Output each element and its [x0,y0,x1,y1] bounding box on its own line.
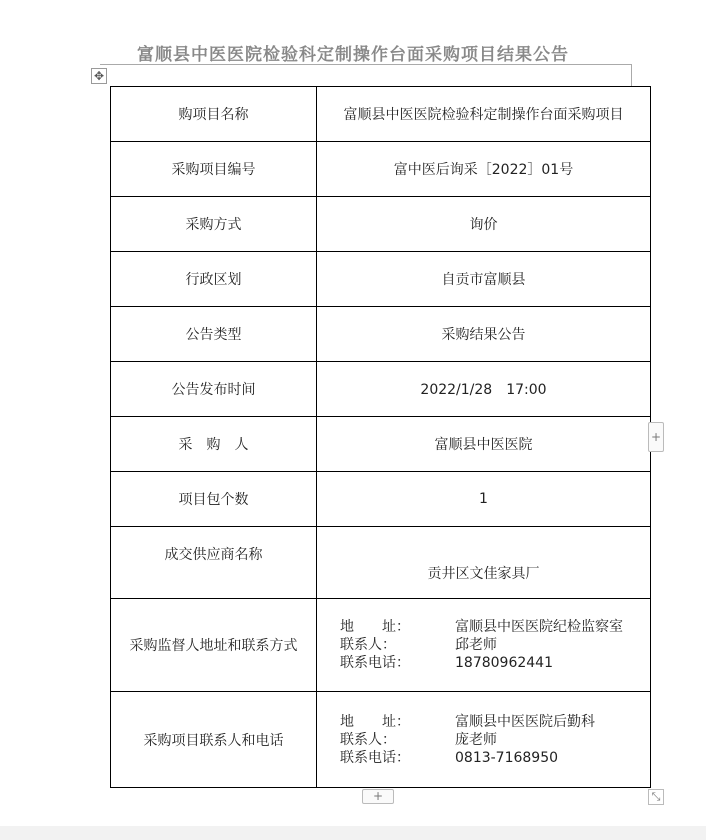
move-arrows-icon[interactable]: ✥ [91,68,107,84]
supervisor-label: 采购监督人地址和联系方式 [111,599,317,692]
contact-value: 邱老师 [455,637,497,653]
table-row [111,252,651,307]
row-label: 采购项目编号 [111,142,317,197]
row-label: 采购方式 [111,197,317,252]
row-label: 公告发布时间 [111,362,317,417]
row-label: 采 购 人 [111,417,317,472]
row-value: 富顺县中医医院检验科定制操作台面采购项目 [317,87,651,142]
row-value: 采购结果公告 [317,307,651,362]
add-row-plus-icon[interactable]: + [362,789,394,804]
table-row [111,142,651,197]
announcement-table [110,86,651,788]
row-value: 2022/1/28 17:00 [317,362,651,417]
title-underline [100,64,631,65]
contact-key: 联系人： [340,637,396,653]
phone-value: 18780962441 [455,655,553,671]
table-row [111,87,651,142]
contact-value: 庞老师 [455,731,497,748]
table-row [111,307,651,362]
address-value: 富顺县中医医院后勤科 [455,713,595,730]
document-title: 富顺县中医医院检验科定制操作台面采购项目结果公告 [137,45,569,65]
add-column-plus-icon[interactable]: + [648,422,664,452]
table-row [111,197,651,252]
table-row [111,527,651,599]
address-value: 富顺县中医医院纪检监察室 [455,619,623,635]
row-label [111,527,317,599]
row-value: 富顺县中医医院 [317,417,651,472]
table-row [111,599,651,692]
table-row [111,472,651,527]
contact-key: 联系人： [340,731,396,748]
address-key: 地 址： [340,713,410,730]
title-rule-edge [631,64,632,86]
supplier-name: 贡井区文佳家具厂 [427,565,540,582]
project-contact [317,692,651,788]
bottom-bar [0,826,706,840]
table-row [111,692,651,788]
address-key: 地 址： [340,619,410,635]
row-value: 1 [317,472,651,527]
row-value: 询价 [317,197,651,252]
resize-diagonal-icon[interactable]: ⤡ [648,789,664,805]
row-label: 公告类型 [111,307,317,362]
supplier-label: 成交供应商名称 [164,546,263,563]
row-value: 自贡市富顺县 [317,252,651,307]
phone-key: 联系电话： [340,749,410,766]
phone-key: 联系电话： [340,655,410,671]
row-label: 购项目名称 [111,87,317,142]
row-value [317,527,651,599]
row-label: 项目包个数 [111,472,317,527]
row-value: 富中医后询采［2022］01号 [317,142,651,197]
row-label: 行政区划 [111,252,317,307]
table-row [111,362,651,417]
project-contact-label: 采购项目联系人和电话 [111,692,317,788]
table-row [111,417,651,472]
supervisor-contact [317,599,651,692]
phone-value: 0813-7168950 [455,749,559,766]
